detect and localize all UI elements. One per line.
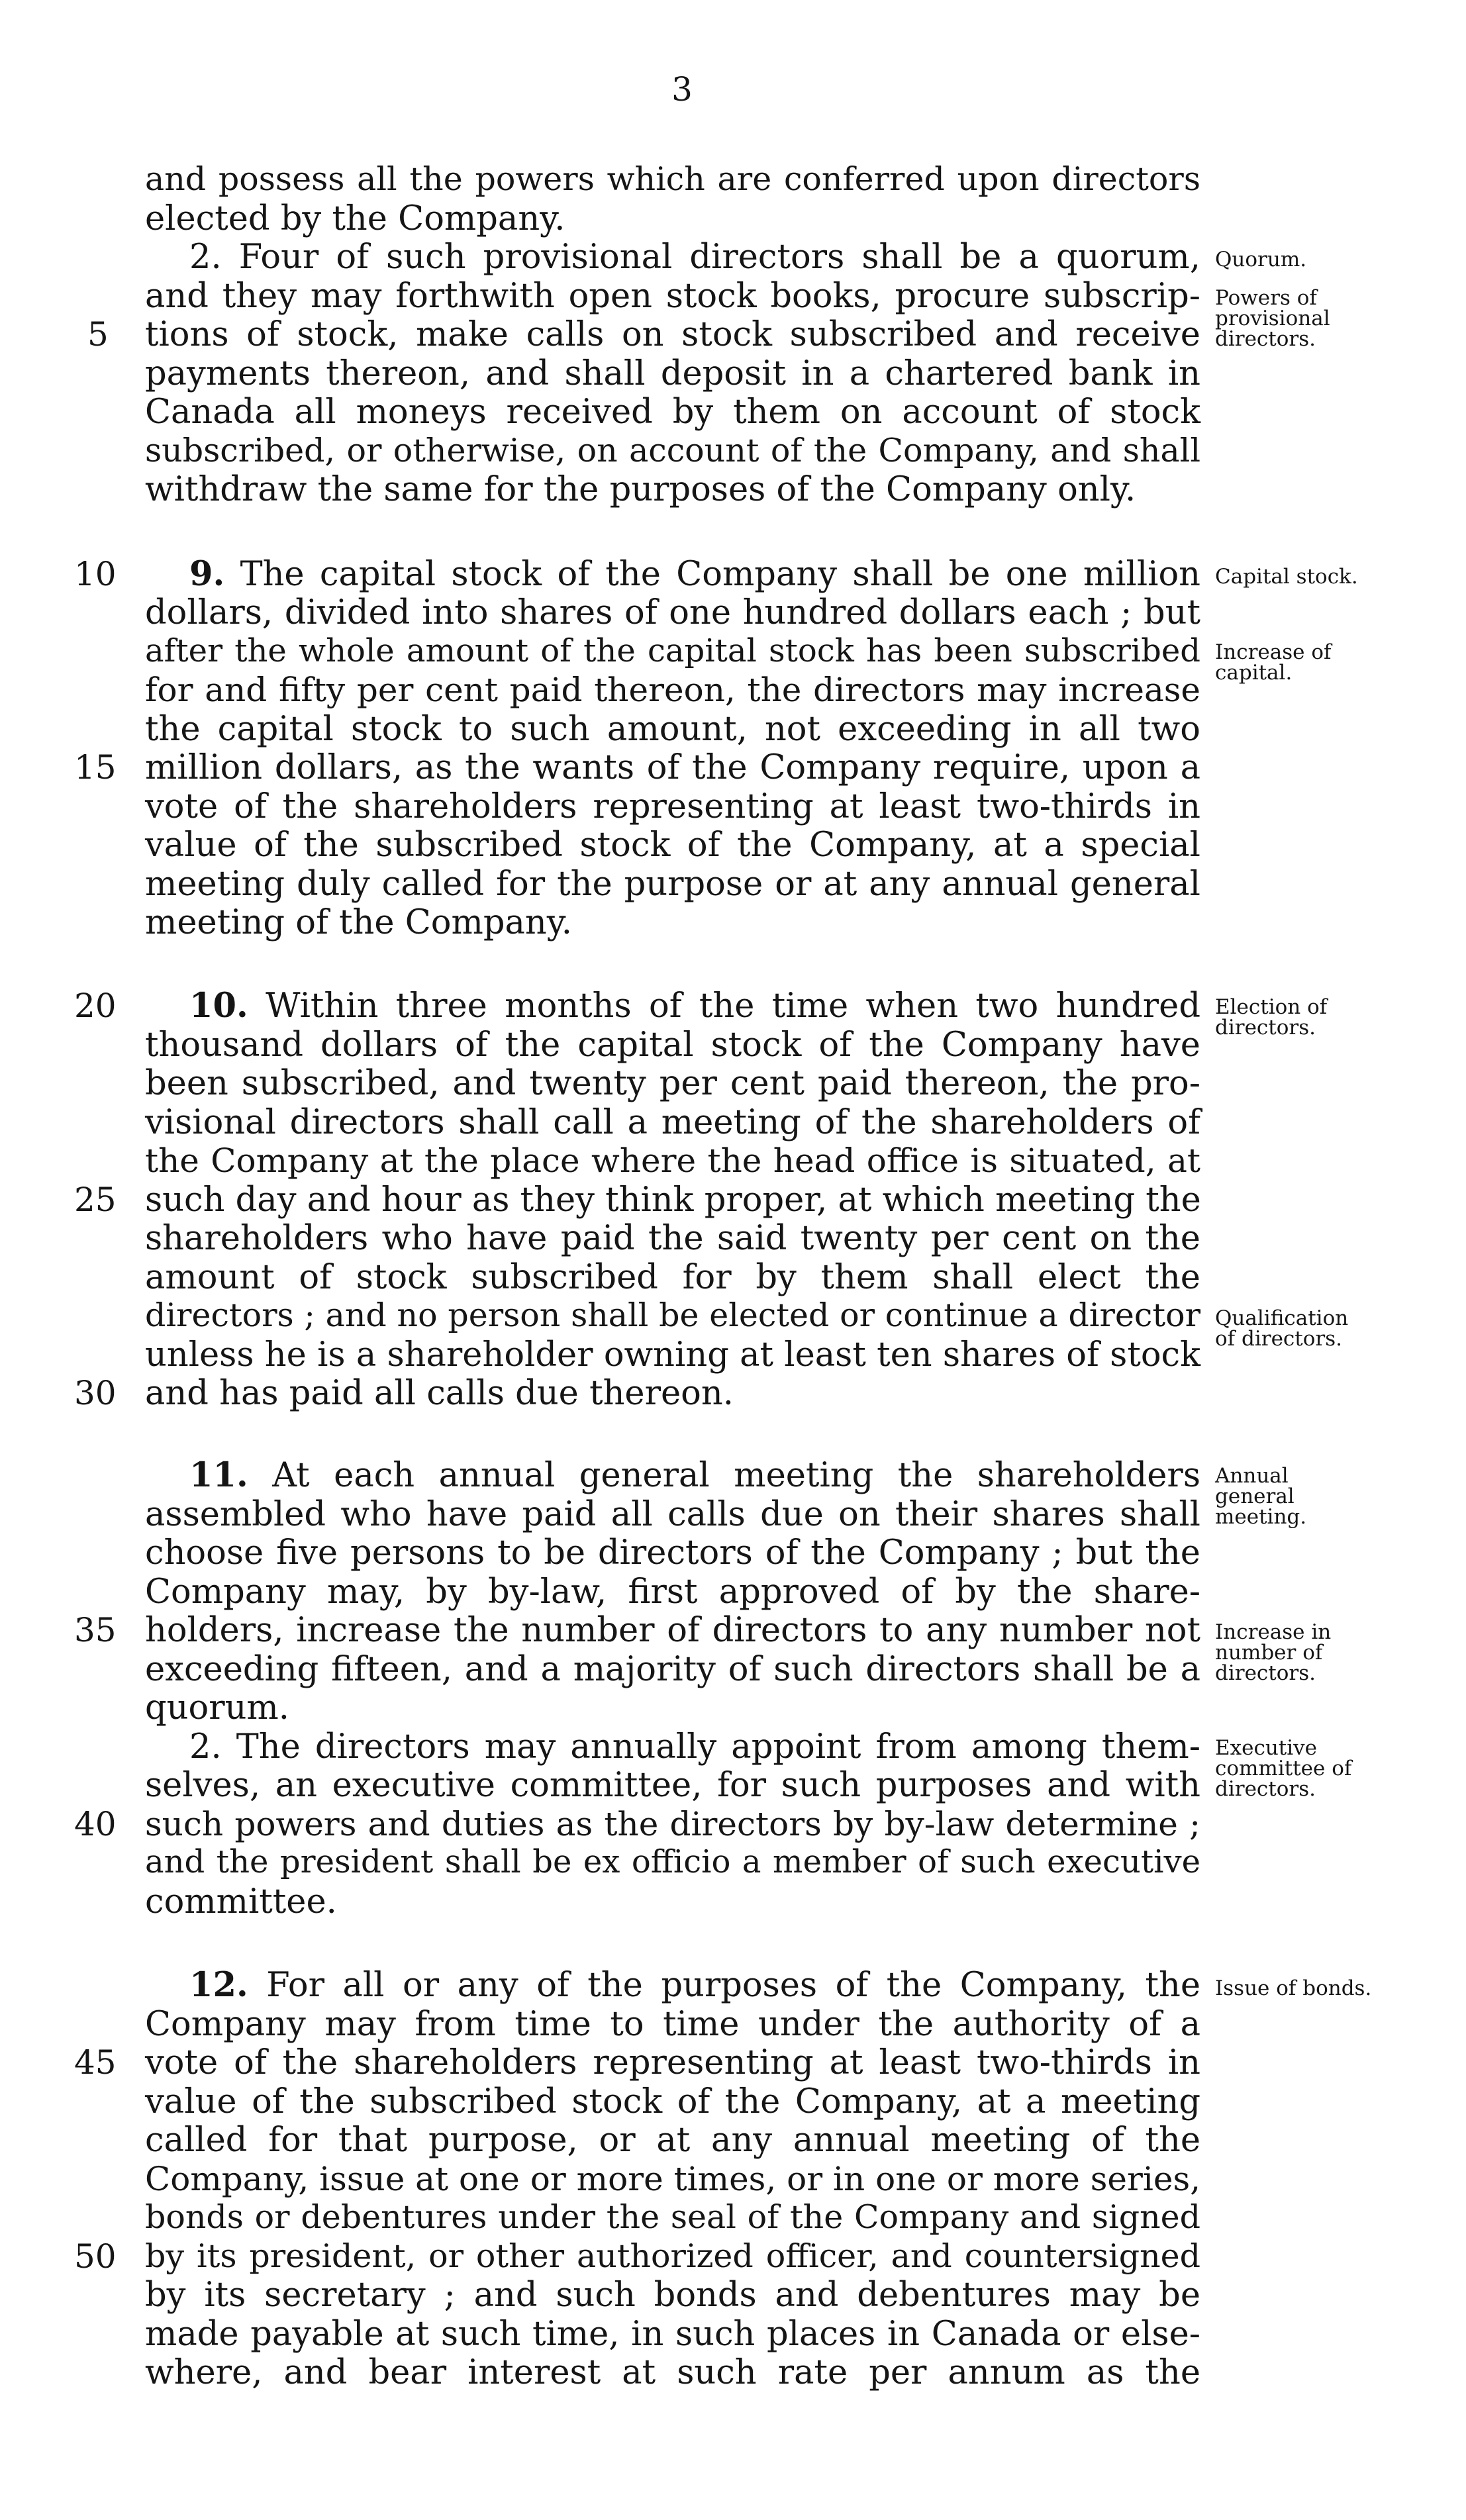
text-line: and they may forthwith open stock books, procure subscrip- — [145, 277, 1200, 316]
text-line: such powers and duties as the directors by by-law determine ; — [145, 1805, 1200, 1843]
line-number: 45 — [74, 2043, 117, 2082]
marginal-note-capital-stock: Capital stock. — [1215, 565, 1358, 589]
line-number: 5 — [87, 315, 109, 354]
section-number: 9. — [189, 554, 225, 594]
text-line: where, and bear interest at such rate per annum as the — [145, 2353, 1200, 2392]
marginal-note-powers: Powers of provisional directors. — [1215, 286, 1330, 351]
line-number: 25 — [74, 1181, 117, 1219]
text-line: meeting of the Company. — [145, 903, 572, 942]
marginal-note-election: Election of directors. — [1215, 995, 1328, 1040]
text-line: dollars, divided into shares of one hundred dollars each ; but — [145, 593, 1200, 632]
text-line: selves, an executive committee, for such purposes and with — [145, 1766, 1200, 1805]
text-line: the capital stock to such amount, not exceeding in all two — [145, 710, 1200, 749]
text-line: bonds or debentures under the seal of the Company and signed — [145, 2198, 1200, 2236]
text-line: payments thereon, and shall deposit in a chartered bank in — [145, 354, 1200, 393]
text-line: directors ; and no person shall be elected or continue a director — [145, 1296, 1200, 1334]
text-line: visional directors shall call a meeting of the shareholders of — [145, 1103, 1200, 1142]
text-line: and the president shall be ex officio a member of such executive — [145, 1843, 1200, 1880]
text-line: for and fifty per cent paid thereon, the directors may increase — [145, 671, 1200, 709]
text-line: and has paid all calls due thereon. — [145, 1374, 734, 1413]
text-line: and possess all the powers which are conferred upon directors — [145, 160, 1200, 198]
line-number: 30 — [74, 1374, 117, 1412]
text-line: 11. At each annual general meeting the shareholders — [189, 1455, 1200, 1495]
text-line: Company may from time to time under the authority of a — [145, 2005, 1200, 2044]
text-line: such day and hour as they think proper, at which meeting the — [145, 1181, 1201, 1220]
text-line: subscribed, or otherwise, on account of the Company, and shall — [145, 432, 1200, 469]
marginal-note-annual-meeting: Annual general meeting. — [1215, 1464, 1307, 1529]
text-line: assembled who have paid all calls due on their shares shall — [145, 1495, 1200, 1534]
text-line: 9. The capital stock of the Company shall be one million — [189, 554, 1200, 594]
text-line: shareholders who have paid the said twenty per cent on the — [145, 1219, 1200, 1258]
line-number: 15 — [74, 748, 117, 787]
text-line: holders, increase the number of directors to any number not — [145, 1611, 1200, 1650]
text-line: been subscribed, and twenty per cent paid thereon, the pro- — [145, 1064, 1200, 1103]
text-line: Canada all moneys received by them on account of stock — [145, 393, 1200, 432]
text-line: 2. The directors may annually appoint from among them- — [189, 1727, 1200, 1767]
line-number: 40 — [74, 1805, 117, 1843]
text-line: value of the subscribed stock of the Company, at a meeting — [145, 2082, 1200, 2121]
text-line: quorum. — [145, 1688, 289, 1727]
line-number: 35 — [74, 1611, 117, 1649]
text-line: after the whole amount of the capital stock has been subscribed — [145, 632, 1200, 669]
marginal-note-increase-number: Increase in number of directors. — [1215, 1620, 1332, 1685]
text-line: vote of the shareholders representing at least two-thirds in — [145, 2043, 1200, 2082]
marginal-note-issue-bonds: Issue of bonds. — [1215, 1976, 1372, 2000]
text-line: tions of stock, make calls on stock subscribed and receive — [145, 315, 1200, 354]
text-line: by its president, or other authorized officer, and countersigned — [145, 2237, 1200, 2275]
text-line: called for that purpose, or at any annual meeting of the — [145, 2121, 1200, 2160]
text-line: Company, issue at one or more times, or in one or more series, — [145, 2160, 1200, 2198]
text-line: meeting duly called for the purpose or at any annual general — [145, 865, 1200, 904]
section-number: 11. — [189, 1455, 248, 1495]
text-line: committee. — [145, 1882, 337, 1921]
text-line: exceeding fifteen, and a majority of such directors shall be a — [145, 1650, 1200, 1689]
page-number: 3 — [671, 70, 693, 109]
text-line: million dollars, as the wants of the Company require, upon a — [145, 748, 1200, 787]
text-line: elected by the Company. — [145, 199, 565, 238]
text-line: amount of stock subscribed for by them shall elect the — [145, 1258, 1200, 1297]
text-line: 10. Within three months of the time when two hundred — [189, 986, 1200, 1026]
text-line: the Company at the place where the head office is situated, at — [145, 1141, 1200, 1180]
section-number: 12. — [189, 1965, 248, 2005]
text-line: value of the subscribed stock of the Company, at a special — [145, 826, 1200, 865]
text-line: withdraw the same for the purposes of the Company only. — [145, 470, 1136, 509]
marginal-note-quorum: Quorum. — [1215, 248, 1307, 271]
marginal-note-executive: Executive committee of directors. — [1215, 1736, 1352, 1801]
marginal-note-increase-capital: Increase of capital. — [1215, 640, 1332, 685]
text-line: by its secretary ; and such bonds and debentures may be — [145, 2276, 1200, 2315]
text-line: 12. For all or any of the purposes of the Company, the — [189, 1965, 1201, 2005]
text-line: made payable at such time, in such places in Canada or else- — [145, 2315, 1200, 2354]
text-line: thousand dollars of the capital stock of the Company have — [145, 1026, 1200, 1065]
section-number: 10. — [189, 986, 248, 1026]
line-number: 20 — [74, 987, 117, 1025]
text-line: Company may, by by-law, first approved of by the share- — [145, 1573, 1200, 1612]
text-line: 2. Four of such provisional directors shall be a quorum, — [189, 238, 1200, 277]
text-line: unless he is a shareholder owning at least ten shares of stock — [145, 1335, 1200, 1375]
marginal-note-qualification: Qualification of directors. — [1215, 1306, 1349, 1351]
text-line: choose five persons to be directors of the Company ; but the — [145, 1533, 1200, 1573]
text-line: vote of the shareholders representing at least two-thirds in — [145, 787, 1200, 826]
line-number: 50 — [74, 2237, 117, 2276]
line-number: 10 — [74, 555, 117, 593]
